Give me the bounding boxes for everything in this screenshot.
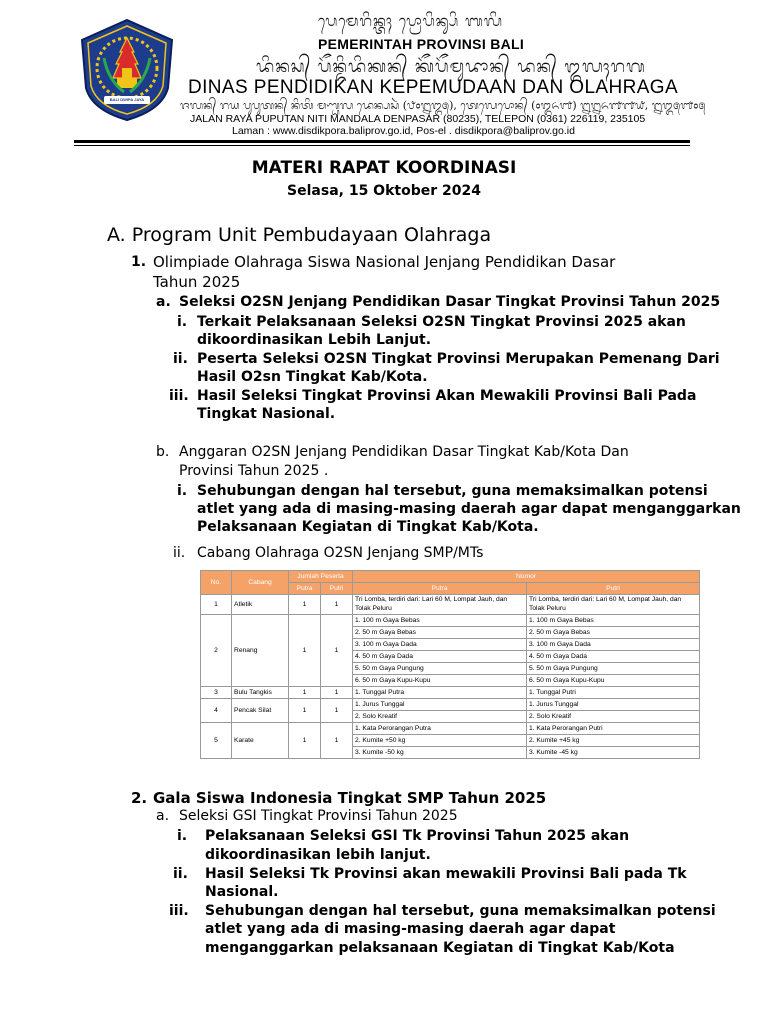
list-marker: i. [177,314,188,330]
list-marker: i. [177,483,188,499]
item-2-number: 2. [131,789,148,807]
item-1a-text: Seleksi O2SN Jenjang Pendidikan Dasar Tingkat Provinsi Tahun 2025 [179,294,721,310]
list-item: Peserta Seleksi O2SN Tingkat Provinsi Merupakan Pemenang Dari [197,351,720,367]
agency-address: JALAN RAYA PUPUTAN NITI MANDALA DENPASAR (80235), TELEPON (0361) 226119, 235105 [190,113,646,125]
item-1b-marker: b. [156,444,170,460]
col-header-nomor-putra: Putra [353,583,527,595]
list-item-cont: atlet yang ada di masing-masing daerah agar dapat menganggarkan [197,501,741,517]
table-row [201,687,700,699]
bali-province-logo [78,18,176,122]
cell-putri-count: 1 [321,615,353,687]
item-1-title-cont: Tahun 2025 [153,273,241,291]
list-marker: ii. [173,351,188,367]
cell-no: 4 [201,699,232,723]
list-item-cont: Tingkat Nasional. [197,406,336,422]
list-item: Hasil Seleksi Tk Provinsi akan mewakili Provinsi Bali pada Tk [205,866,687,882]
item-1-number: 1. [131,254,147,270]
document-date: Selasa, 15 Oktober 2024 [287,183,481,199]
cell-putra-event: 1. 100 m Gaya Bebas [353,615,527,627]
cell-putri-event: 2. 50 m Gaya Bebas [527,627,700,639]
cell-putra-event: 6. 50 m Gaya Kupu-Kupu [353,675,527,687]
list-marker: ii. [173,545,186,561]
cell-putra-event: Tri Lomba, terdiri dari: Lari 60 M, Lompat Jauh, dan Tolak Peluru [353,595,527,615]
col-header-jumlah-putri: Putri [321,583,353,595]
balinese-header-line-1: ᬧᬾᬫᬾᬭᬶᬦ᭄ᬢᬄ ᬧ᭄ᬭᭀᬧᬶᬦ᭄ᬲᬶ ᬩᬮᬶ [318,12,504,30]
list-item: Sehubungan dengan hal tersebut, guna memaksimalkan potensi [205,903,716,919]
cell-putri-count: 1 [321,595,353,615]
cell-putri-event: 1. Tunggal Putri [527,687,700,699]
cell-putra-event: 4. 50 m Gaya Dada [353,651,527,663]
list-item-cont: atlet yang ada di masing-masing daerah agar dapat [205,921,616,937]
col-header-no: No. [201,571,232,595]
balinese-header-line-3: ᬚᬮᬦ᭄ ᬭᬬ ᬧᬸᬧᬸᬢᬦ᭄ ᬦᬶᬢᬶ ᬫᬡ᭄ᬟᬮ ᬤᬾᬦ᭄ᬧᬲᬃ (᭘᭐᭒᭓᭕), ᬢᬾᬮᬾᬧᭀᬦ᭄ (᭐᭓᭖᭑) ᭒᭒᭖᭑᭑᭙, ᭒᭓᭕᭑᭐᭕ [180,99,706,112]
cell-putra-event: 2. Kumite +50 kg [353,735,527,747]
cell-putra-count: 1 [289,615,321,687]
cell-putri-count: 1 [321,699,353,723]
col-header-jumlah-putra: Putra [289,583,321,595]
cell-putri-event: 3. Kumite -45 kg [527,747,700,759]
item-2-title: Gala Siswa Indonesia Tingkat SMP Tahun 2025 [153,789,547,807]
cell-no: 1 [201,595,232,615]
cell-putri-event: 1. Kata Perorangan Putri [527,723,700,735]
cell-putra-event: 1. Tunggal Putra [353,687,527,699]
cell-putri-event: 3. 100 m Gaya Dada [527,639,700,651]
province-name: PEMERINTAH PROVINSI BALI [318,36,525,52]
cell-putri-count: 1 [321,723,353,759]
cell-putri-count: 1 [321,687,353,699]
section-heading: A. Program Unit Pembudayaan Olahraga [107,224,492,246]
cell-cabang: Karate [232,723,289,759]
sports-branch-table [200,570,700,759]
cell-putri-event: Tri Lomba, terdiri dari: Lari 60 M, Lompat Jauh, dan Tolak Peluru [527,595,700,615]
cell-putra-event: 3. Kumite -50 kg [353,747,527,759]
cell-cabang: Pencak Silat [232,699,289,723]
cell-putri-event: 1. Jurus Tunggal [527,699,700,711]
item-2a-marker: a. [156,808,170,824]
table-row [201,699,700,711]
cell-putra-event: 5. 50 m Gaya Pungung [353,663,527,675]
list-item-cont: dikoordinasikan lebih lanjut. [205,847,431,863]
list-marker: ii. [173,866,188,882]
balinese-header-line-2: ᬤᬶᬦᬲ᭄ ᬧᭂᬦ᭄ᬤᬶᬤᬶᬓᬦ᭄ ᬓᭂᬧᭂᬫᬸᬤᬵᬦ᭄ ᬤᬦ᭄ ᬑᬮᬄᬭᬕ [256,57,646,77]
cell-putri-event: 5. 50 m Gaya Pungung [527,663,700,675]
list-item-cont: Hasil O2sn Tingkat Kab/Kota. [197,369,428,385]
cell-putra-count: 1 [289,687,321,699]
cell-cabang: Atletik [232,595,289,615]
logo-motto: BALI DWIPA JAYA [109,97,145,102]
col-header-cabang: Cabang [232,571,289,595]
col-header-nomor-putri: Putri [527,583,700,595]
cell-no: 3 [201,687,232,699]
list-marker: iii. [169,388,189,404]
list-marker: iii. [169,903,189,919]
cell-putri-event: 1. 100 m Gaya Bebas [527,615,700,627]
cell-putra-count: 1 [289,699,321,723]
col-header-jumlah: Jumlah Peserta [289,571,353,583]
col-header-nomor: Nomor [353,571,700,583]
cell-putra-event: 2. Solo Kreatif [353,711,527,723]
cell-cabang: Renang [232,615,289,687]
cell-putra-count: 1 [289,595,321,615]
item-1-title: Olimpiade Olahraga Siswa Nasional Jenjang Pendidikan Dasar [153,253,616,271]
cell-putri-event: 6. 50 m Gaya Kupu-Kupu [527,675,700,687]
list-item: Pelaksanaan Seleksi GSI Tk Provinsi Tahun 2025 akan [205,828,630,844]
item-1b-text-cont: Provinsi Tahun 2025 . [179,463,329,479]
list-marker: i. [177,828,188,844]
cell-no: 2 [201,615,232,687]
list-item: Cabang Olahraga O2SN Jenjang SMP/MTs [197,545,484,561]
table-row [201,723,700,735]
list-item-cont: dikoordinasikan Lebih Lanjut. [197,332,432,348]
cell-putra-count: 1 [289,723,321,759]
cell-putra-event: 2. 50 m Gaya Bebas [353,627,527,639]
agency-name: DINAS PENDIDIKAN KEPEMUDAAN DAN OLAHRAGA [188,77,679,98]
cell-no: 5 [201,723,232,759]
list-item-cont: menganggarkan pelaksanaan Kegiatan di Tingkat Kab/Kota [205,940,675,956]
item-1b-text: Anggaran O2SN Jenjang Pendidikan Dasar Tingkat Kab/Kota Dan [179,444,629,460]
table-row [201,595,700,615]
item-2a-text: Seleksi GSI Tingkat Provinsi Tahun 2025 [179,808,458,824]
list-item: Sehubungan dengan hal tersebut, guna memaksimalkan potensi [197,483,708,499]
header-divider-thick [74,140,690,143]
item-1a-marker: a. [156,294,171,310]
list-item: Hasil Seleksi Tingkat Provinsi Akan Mewakili Provinsi Bali Pada [197,388,697,404]
list-item: Terkait Pelaksanaan Seleksi O2SN Tingkat Provinsi 2025 akan [197,314,686,330]
list-item-cont: Nasional. [205,884,279,900]
list-item-cont: Pelaksanaan Kegiatan di Tingkat Kab/Kota. [197,519,539,535]
cell-putri-event: 2. Solo Kreatif [527,711,700,723]
cell-putra-event: 1. Jurus Tunggal [353,699,527,711]
cell-cabang: Bulu Tangkis [232,687,289,699]
cell-putra-event: 3. 100 m Gaya Dada [353,639,527,651]
agency-website: Laman : www.disdikpora.baliprov.go.id, Pos-el . disdikpora@baliprov.go.id [232,125,575,137]
table-row [201,615,700,627]
header-divider-thin [74,145,690,146]
document-title: MATERI RAPAT KOORDINASI [251,158,517,178]
cell-putri-event: 2. Kumite +45 kg [527,735,700,747]
cell-putri-event: 4. 50 m Gaya Dada [527,651,700,663]
cell-putra-event: 1. Kata Perorangan Putra [353,723,527,735]
